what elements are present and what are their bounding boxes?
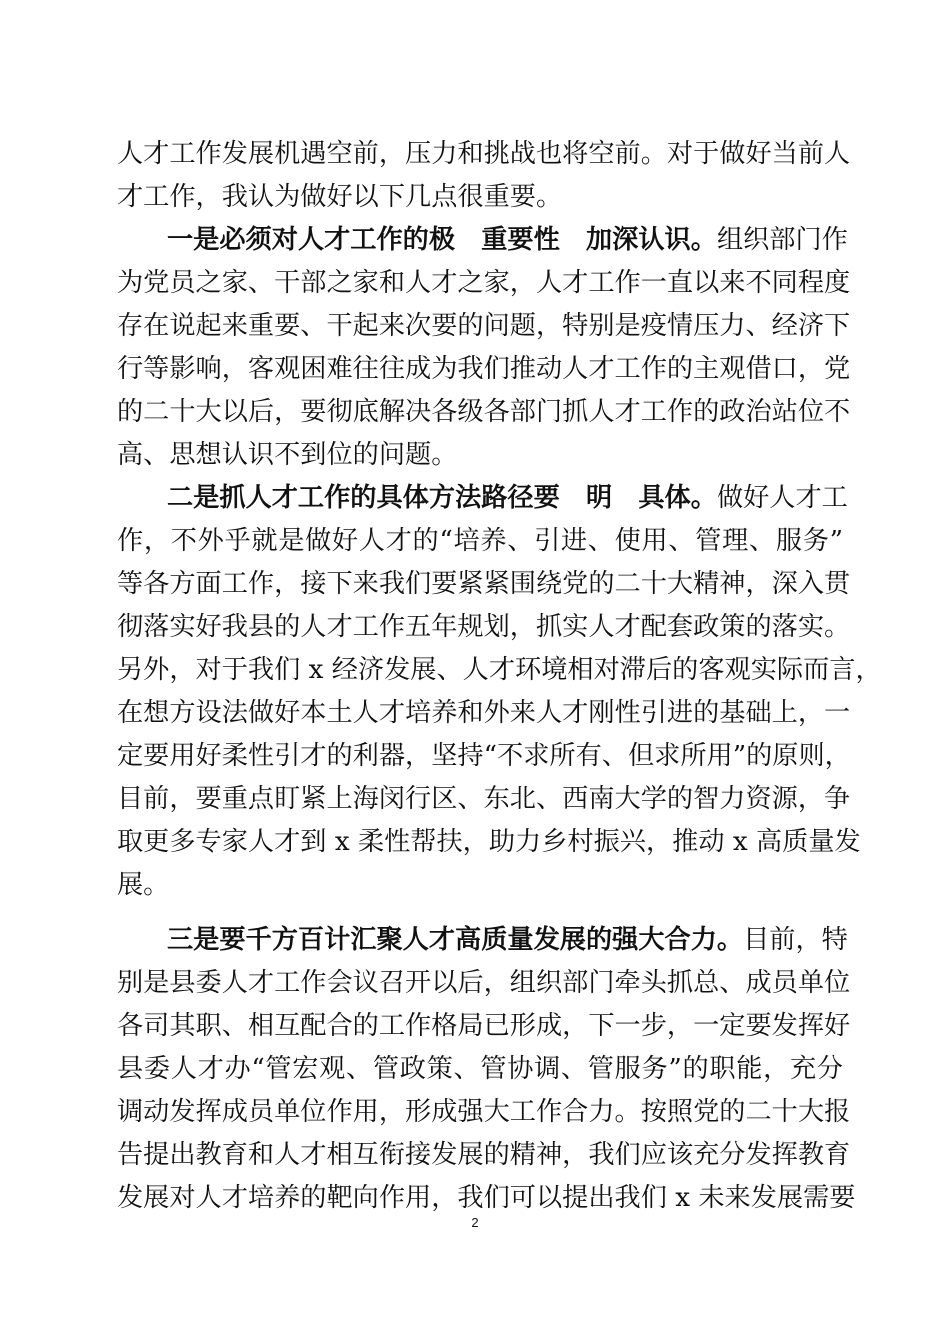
- text-line-23: 调动发挥成员单位作用，形成强大工作合力。按照党的二十大报: [117, 1097, 851, 1127]
- section-one-heading: 一是必须对人才工作的极 重要性 加深认识。: [167, 224, 717, 255]
- text-line-7: 的二十大以后，要彻底解决各级各部门抓人才工作的政治站位不: [117, 397, 851, 427]
- text-line-17: 取更多专家人才到 x 柔性帮扶，助力乡村振兴，推动 x 高质量发: [117, 827, 861, 857]
- text-line-5: 存在说起来重要、干起来次要的问题，特别是疫情压力、经济下: [117, 311, 851, 341]
- text-line-25: 发展对人才培养的靶向作用，我们可以提出我们 x 未来发展需要: [117, 1183, 856, 1213]
- section-two-heading-line: 二是抓人才工作的具体方法路径要 明 具体。做好人才工: [167, 482, 848, 513]
- section-three-heading: 三是要千方百计汇聚人才高质量发展的强大合力。: [167, 924, 744, 955]
- text-line-4: 为党员之家、干部之家和人才之家，人才工作一直以来不同程度: [117, 268, 851, 298]
- section-two-heading: 二是抓人才工作的具体方法路径要 明 具体。: [167, 482, 717, 513]
- text-line-24: 告提出教育和人才相互衔接发展的精神，我们应该充分发挥教育: [117, 1140, 851, 1170]
- text-line-18: 展。: [117, 870, 170, 900]
- section-three-heading-line: 三是要千方百计汇聚人才高质量发展的强大合力。目前，特: [167, 924, 848, 955]
- text-line-14: 在想方设法做好本土人才培养和外来人才刚性引进的基础上，一: [117, 698, 851, 728]
- text-line-10: 作，不外乎就是做好人才的“培养、引进、使用、管理、服务”: [117, 526, 843, 556]
- text-line-6: 行等影响，客观困难往往成为我们推动人才工作的主观借口，党: [117, 354, 851, 384]
- text-line-22: 县委人才办“管宏观、管政策、管协调、管服务”的职能，充分: [117, 1054, 843, 1084]
- text-line-1: 人才工作发展机遇空前，压力和挑战也将空前。对于做好当前人: [117, 139, 851, 169]
- text-line-11: 等各方面工作，接下来我们要紧紧围绕党的二十大精神，深入贯: [117, 569, 851, 599]
- text-line-2: 才工作，我认为做好以下几点很重要。: [117, 182, 563, 212]
- text-line-15: 定要用好柔性引才的利器，坚持“不求所有、但求所用”的原则，: [117, 741, 851, 771]
- text-line-12: 彻落实好我县的人才工作五年规划，抓实人才配套政策的落实。: [117, 612, 851, 642]
- text-line-13: 另外，对于我们 x 经济发展、人才环境相对滞后的客观实际而言，: [117, 655, 882, 685]
- text-line-8: 高、思想认识不到位的问题。: [117, 440, 458, 470]
- text-line-20: 别是县委人才工作会议召开以后，组织部门牵头抓总、成员单位: [117, 968, 851, 998]
- text-line-21: 各司其职、相互配合的工作格局已形成，下一步，一定要发挥好: [117, 1011, 851, 1041]
- text-line-16: 目前，要重点盯紧上海闵行区、东北、西南大学的智力资源，争: [117, 784, 851, 814]
- page-number: 2: [471, 1215, 479, 1230]
- section-one-heading-line: 一是必须对人才工作的极 重要性 加深认识。组织部门作: [167, 224, 848, 255]
